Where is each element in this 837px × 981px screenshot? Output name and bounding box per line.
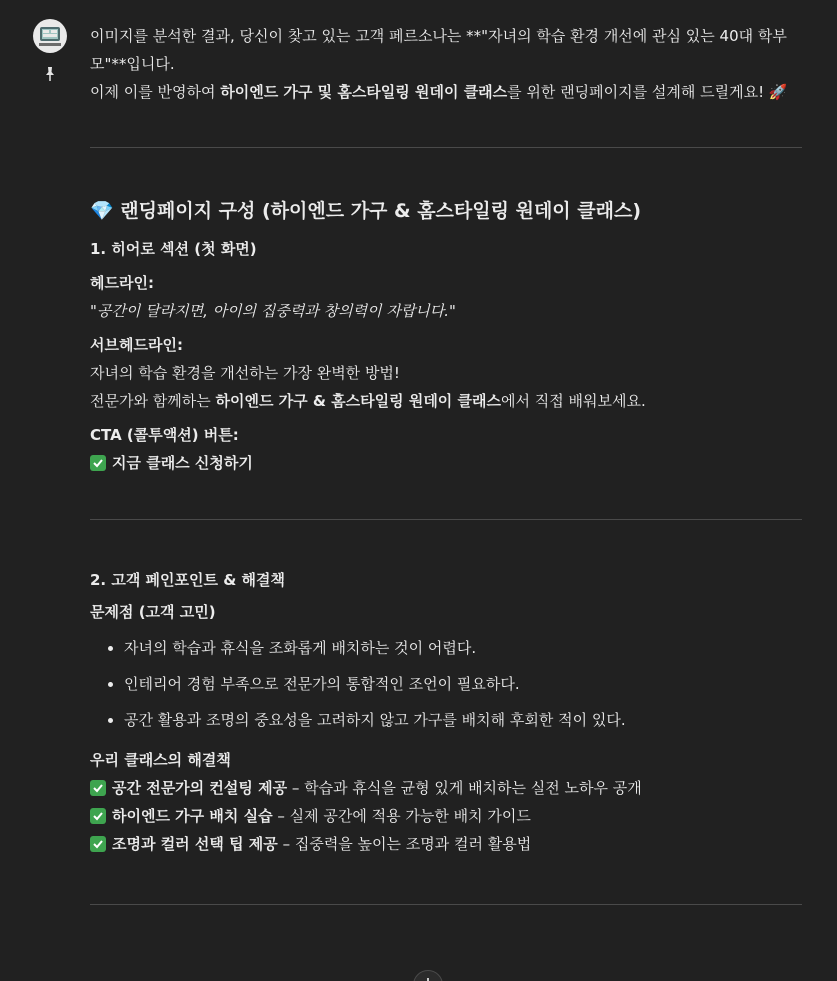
check-icon bbox=[90, 836, 106, 852]
hero-title: 1. 히어로 섹션 (첫 화면) bbox=[90, 240, 257, 258]
divider bbox=[90, 147, 802, 148]
solution-text: – 학습과 휴식을 균형 있게 배치하는 실전 노하우 공개 bbox=[287, 779, 642, 797]
problem-item: • 자녀의 학습과 휴식을 조화롭게 배치하는 것이 어렵다. bbox=[124, 630, 802, 666]
subheadline-line-1: 자녀의 학습 환경을 개선하는 가장 완벽한 방법! bbox=[90, 364, 400, 382]
solution-bold: 공간 전문가의 컨설팅 제공 bbox=[112, 779, 288, 797]
cta-text: 지금 클래스 신청하기 bbox=[112, 454, 253, 472]
solution-item bbox=[90, 830, 802, 858]
assistant-avatar bbox=[33, 19, 67, 53]
section-title: 💎 랜딩페이지 구성 (하이엔드 가구 & 홈스타일링 원데이 클래스) bbox=[90, 200, 642, 222]
solution-item bbox=[90, 802, 802, 830]
subheadline-line-2 bbox=[90, 387, 802, 415]
cta-label: CTA (콜투액션) 버튼: bbox=[90, 426, 239, 444]
solution-bold: 조명과 컬러 선택 팁 제공 bbox=[112, 835, 278, 853]
scroll-down-button[interactable] bbox=[413, 970, 443, 981]
problem-item: • 공간 활용과 조명의 중요성을 고려하지 않고 가구를 배치해 후회한 적이 있다. bbox=[124, 702, 802, 738]
check-icon bbox=[90, 808, 106, 824]
intro-text: 를 위한 랜딩페이지를 설계해 드릴게요! 🚀 bbox=[507, 83, 788, 101]
solution-text: – 집중력을 높이는 조명과 컬러 활용법 bbox=[277, 835, 532, 853]
subheadline-text: 에서 직접 배워보세요. bbox=[501, 392, 646, 410]
subheadline-bold: 하이엔드 가구 & 홈스타일링 원데이 클래스 bbox=[215, 392, 501, 410]
divider bbox=[90, 519, 802, 520]
check-icon bbox=[90, 455, 106, 471]
check-icon bbox=[90, 780, 106, 796]
solution-bold: 하이엔드 가구 배치 실습 bbox=[112, 807, 273, 825]
pin-icon[interactable] bbox=[42, 66, 58, 82]
pain-title: 2. 고객 페인포인트 & 해결책 bbox=[90, 571, 286, 589]
intro-line-2 bbox=[90, 78, 802, 106]
subheadline-text: 전문가와 함께하는 bbox=[90, 392, 216, 410]
headline-text: "공간이 달라지면, 아이의 집중력과 창의력이 자랍니다." bbox=[90, 302, 456, 320]
cta-line bbox=[90, 449, 802, 477]
avatar-image-icon bbox=[33, 19, 67, 53]
intro-text: 이제 이를 반영하여 bbox=[90, 83, 221, 101]
problem-item: • 인테리어 경험 부족으로 전문가의 통합적인 조언이 필요하다. bbox=[124, 666, 802, 702]
subheadline-label: 서브헤드라인: bbox=[90, 336, 183, 354]
divider bbox=[90, 904, 802, 905]
solution-item bbox=[90, 774, 802, 802]
solution-label: 우리 클래스의 해결책 bbox=[90, 751, 231, 769]
headline-label: 헤드라인: bbox=[90, 274, 154, 292]
solution-text: – 실제 공간에 적용 가능한 배치 가이드 bbox=[272, 807, 531, 825]
intro-bold: 하이엔드 가구 및 홈스타일링 원데이 클래스 bbox=[220, 83, 508, 101]
arrow-down-icon bbox=[414, 971, 442, 981]
assistant-message bbox=[90, 22, 802, 905]
problem-list bbox=[90, 630, 802, 738]
problem-label: 문제점 (고객 고민) bbox=[90, 603, 216, 621]
intro-line-1: 이미지를 분석한 결과, 당신이 찾고 있는 고객 페르소나는 **"자녀의 학습 환경 개선에 관심 있는 40대 학부모"**입니다. bbox=[90, 27, 787, 73]
